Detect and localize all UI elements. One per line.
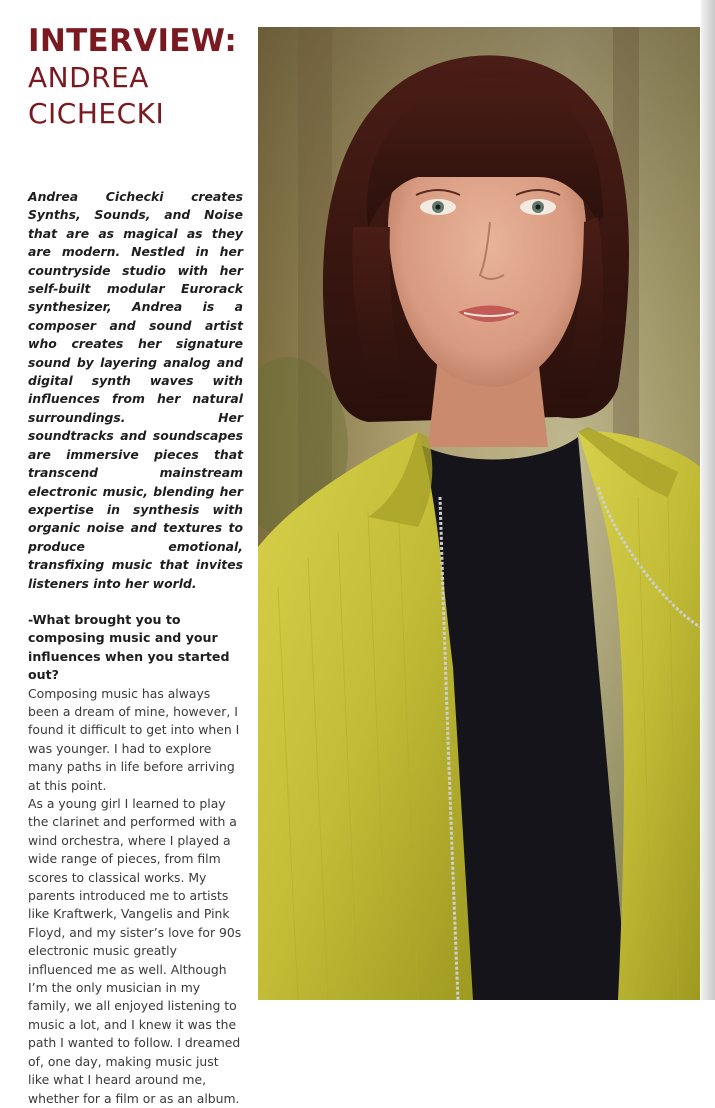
interviewee-first-name: ANDREA bbox=[28, 61, 149, 94]
interview-heading: INTERVIEW: bbox=[28, 23, 238, 59]
interview-question: -What brought you to composing music and your influences when you started out? bbox=[28, 611, 230, 683]
portrait-illustration bbox=[258, 27, 700, 1000]
answer-paragraph-1: Composing music has always been a dream of mine, however, I found it difficult to get into when I was younger. I had to explore many paths in life before arriving at this point. bbox=[28, 685, 240, 793]
page-edge-shadow bbox=[701, 0, 715, 1000]
answer-paragraph-2: As a young girl I learned to play the clarinet and performed with a wind orchestra, where I played a wide range of pieces, from film scores to classical works. My parents introduced me to artists like Kraftwerk, Vangelis and Pink Floyd, and my sister’s love for 90s electronic music greatly influenced me as well. Although I’m the only musician in my family, we all enjoyed listening to music a lot, and I knew it was the path I wanted to follow. I dreamed of, one day, making music just like what I heard around me, whether for a film or as an album. bbox=[28, 796, 242, 1106]
article-intro: Andrea Cichecki creates Synths, Sounds, and Noise that are as magical as they are modern. Nestled in her countryside studio with her self-built modular Eurorack synthesizer, Andrea is a composer and sound artist who creates her signature sound by layering analog and digital synth waves with influences from her natural surroundings. Her soundtracks and soundscapes are immersive pieces that transcend mainstream electronic music, blending her expertise in synthesis with organic noise and textures to produce emotional, transfixing music that invites listeners into her world. bbox=[28, 189, 243, 591]
article-column bbox=[28, 22, 243, 1108]
interviewee-last-name: CICHECKI bbox=[28, 97, 165, 130]
portrait-photo bbox=[258, 27, 700, 1000]
